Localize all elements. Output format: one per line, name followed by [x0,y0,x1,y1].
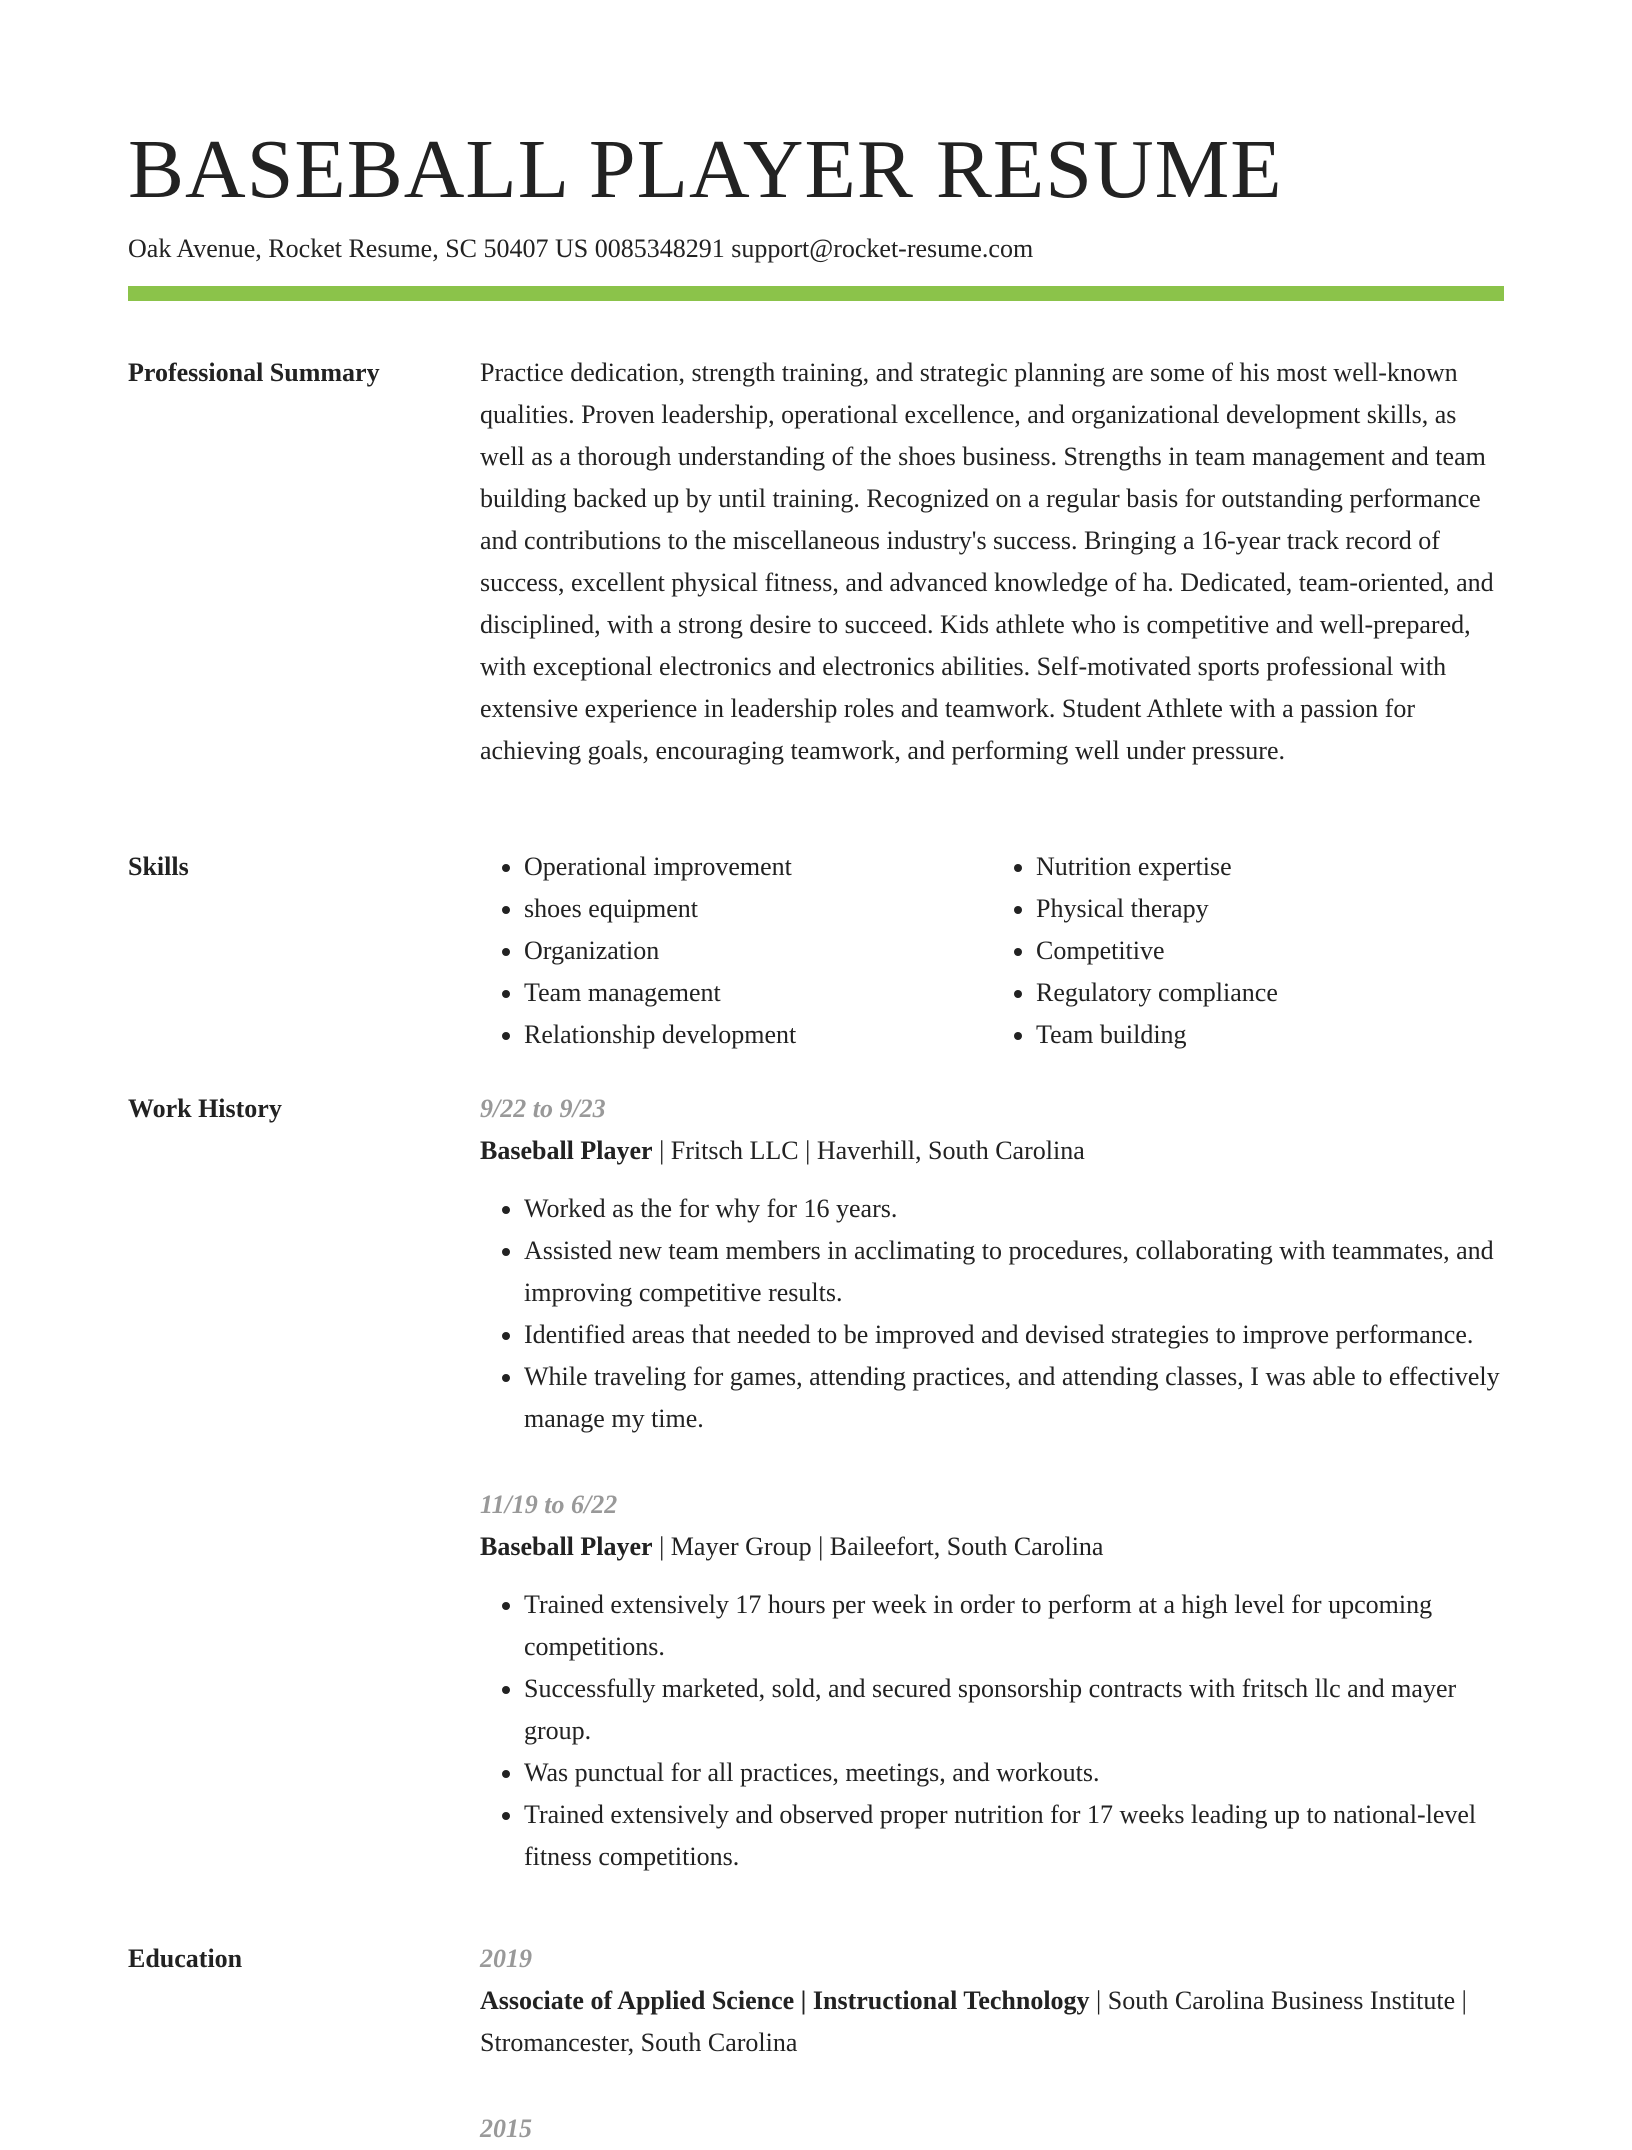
education-degree: Associate of Applied Science | Instructional Technology [480,1986,1090,2015]
education-heading: Education [128,1944,243,1973]
skills-section [480,846,1504,1056]
skill-item: • Team management [524,972,992,1014]
job-details: | Mayer Group | Baileefort, South Carolina [652,1532,1104,1561]
job-details: | Fritsch LLC | Haverhill, South Carolina [652,1136,1085,1165]
job-bullet: • Was punctual for all practices, meetings, and workouts. [524,1752,1504,1794]
job-bullets [480,1584,1504,1878]
job-entry [480,1484,1504,1878]
job-heading [480,1130,1504,1172]
summary-heading: Professional Summary [128,358,380,387]
work-history-section [480,1088,1504,1878]
job-bullet: • Worked as the for why for 16 years. [524,1188,1504,1230]
job-bullet: • Trained extensively 17 hours per week in order to perform at a high level for upcoming competitions. [524,1584,1504,1668]
summary-text: Practice dedication, strength training, and strategic planning are some of his most well-known qualities. Proven leadership, operational excellence, and organizational development skills, as well as a thorough understanding of the shoes business. Strengths in team management and team building backed up by until training. Recognized on a regular basis for outstanding performance and contributions to the miscellaneous industry's success. Bringing a 16-year track record of success, excellent physical fitness, and advanced knowledge of ha. Dedicated, team-oriented, and disciplined, with a strong desire to succeed. Kids athlete who is competitive and well-prepared, with exceptional electronics and electronics abilities. Self-motivated sports professional with extensive experience in leadership roles and teamwork. Student Athlete with a passion for achieving goals, encouraging teamwork, and performing well under pressure. [480,358,1494,765]
job-bullets [480,1188,1504,1440]
skills-list-right [992,846,1504,1056]
skill-item: • Organization [524,930,992,972]
education-entry [480,1938,1504,2064]
work-history-heading: Work History [128,1094,282,1123]
skills-heading: Skills [128,852,189,881]
skill-item: • Nutrition expertise [1036,846,1504,888]
skill-item: • Physical therapy [1036,888,1504,930]
skill-item: • Regulatory compliance [1036,972,1504,1014]
resume-title: BASEBALL PLAYER RESUME [128,123,1283,216]
skill-item: • Competitive [1036,930,1504,972]
job-bullet: • Assisted new team members in acclimating to procedures, collaborating with teammates, and improving competitive results. [524,1230,1504,1314]
job-bullet: • Trained extensively and observed proper nutrition for 17 weeks leading up to national-level fitness competitions. [524,1794,1504,1878]
job-title: Baseball Player [480,1532,653,1561]
job-bullet: • Successfully marketed, sold, and secured sponsorship contracts with fritsch llc and mayer group. [524,1668,1504,1752]
job-bullet: • Identified areas that needed to be improved and devised strategies to improve performance. [524,1314,1504,1356]
job-title: Baseball Player [480,1136,653,1165]
summary-section [480,352,1504,772]
skill-item: • Relationship development [524,1014,992,1056]
job-entry [480,1088,1504,1440]
education-details: | South Carolina Business Institute | Stromancester, South Carolina [480,1986,1467,2057]
header-divider [128,286,1504,301]
education-section [480,1938,1504,2150]
education-year: 2019 [480,1944,532,1973]
education-heading-line [480,1980,1504,2064]
skill-item: • Team building [1036,1014,1504,1056]
skills-list-left [480,846,992,1056]
job-dates: 11/19 to 6/22 [480,1490,618,1519]
education-year: 2015 [480,2114,532,2143]
education-entry [480,2108,1504,2150]
job-dates: 9/22 to 9/23 [480,1094,606,1123]
skill-item: • shoes equipment [524,888,992,930]
job-bullet: • While traveling for games, attending practices, and attending classes, I was able to effectively manage my time. [524,1356,1504,1440]
job-heading [480,1526,1504,1568]
skill-item: • Operational improvement [524,846,992,888]
contact-line: Oak Avenue, Rocket Resume, SC 50407 US 0085348291 support@rocket-resume.com [128,234,1034,263]
